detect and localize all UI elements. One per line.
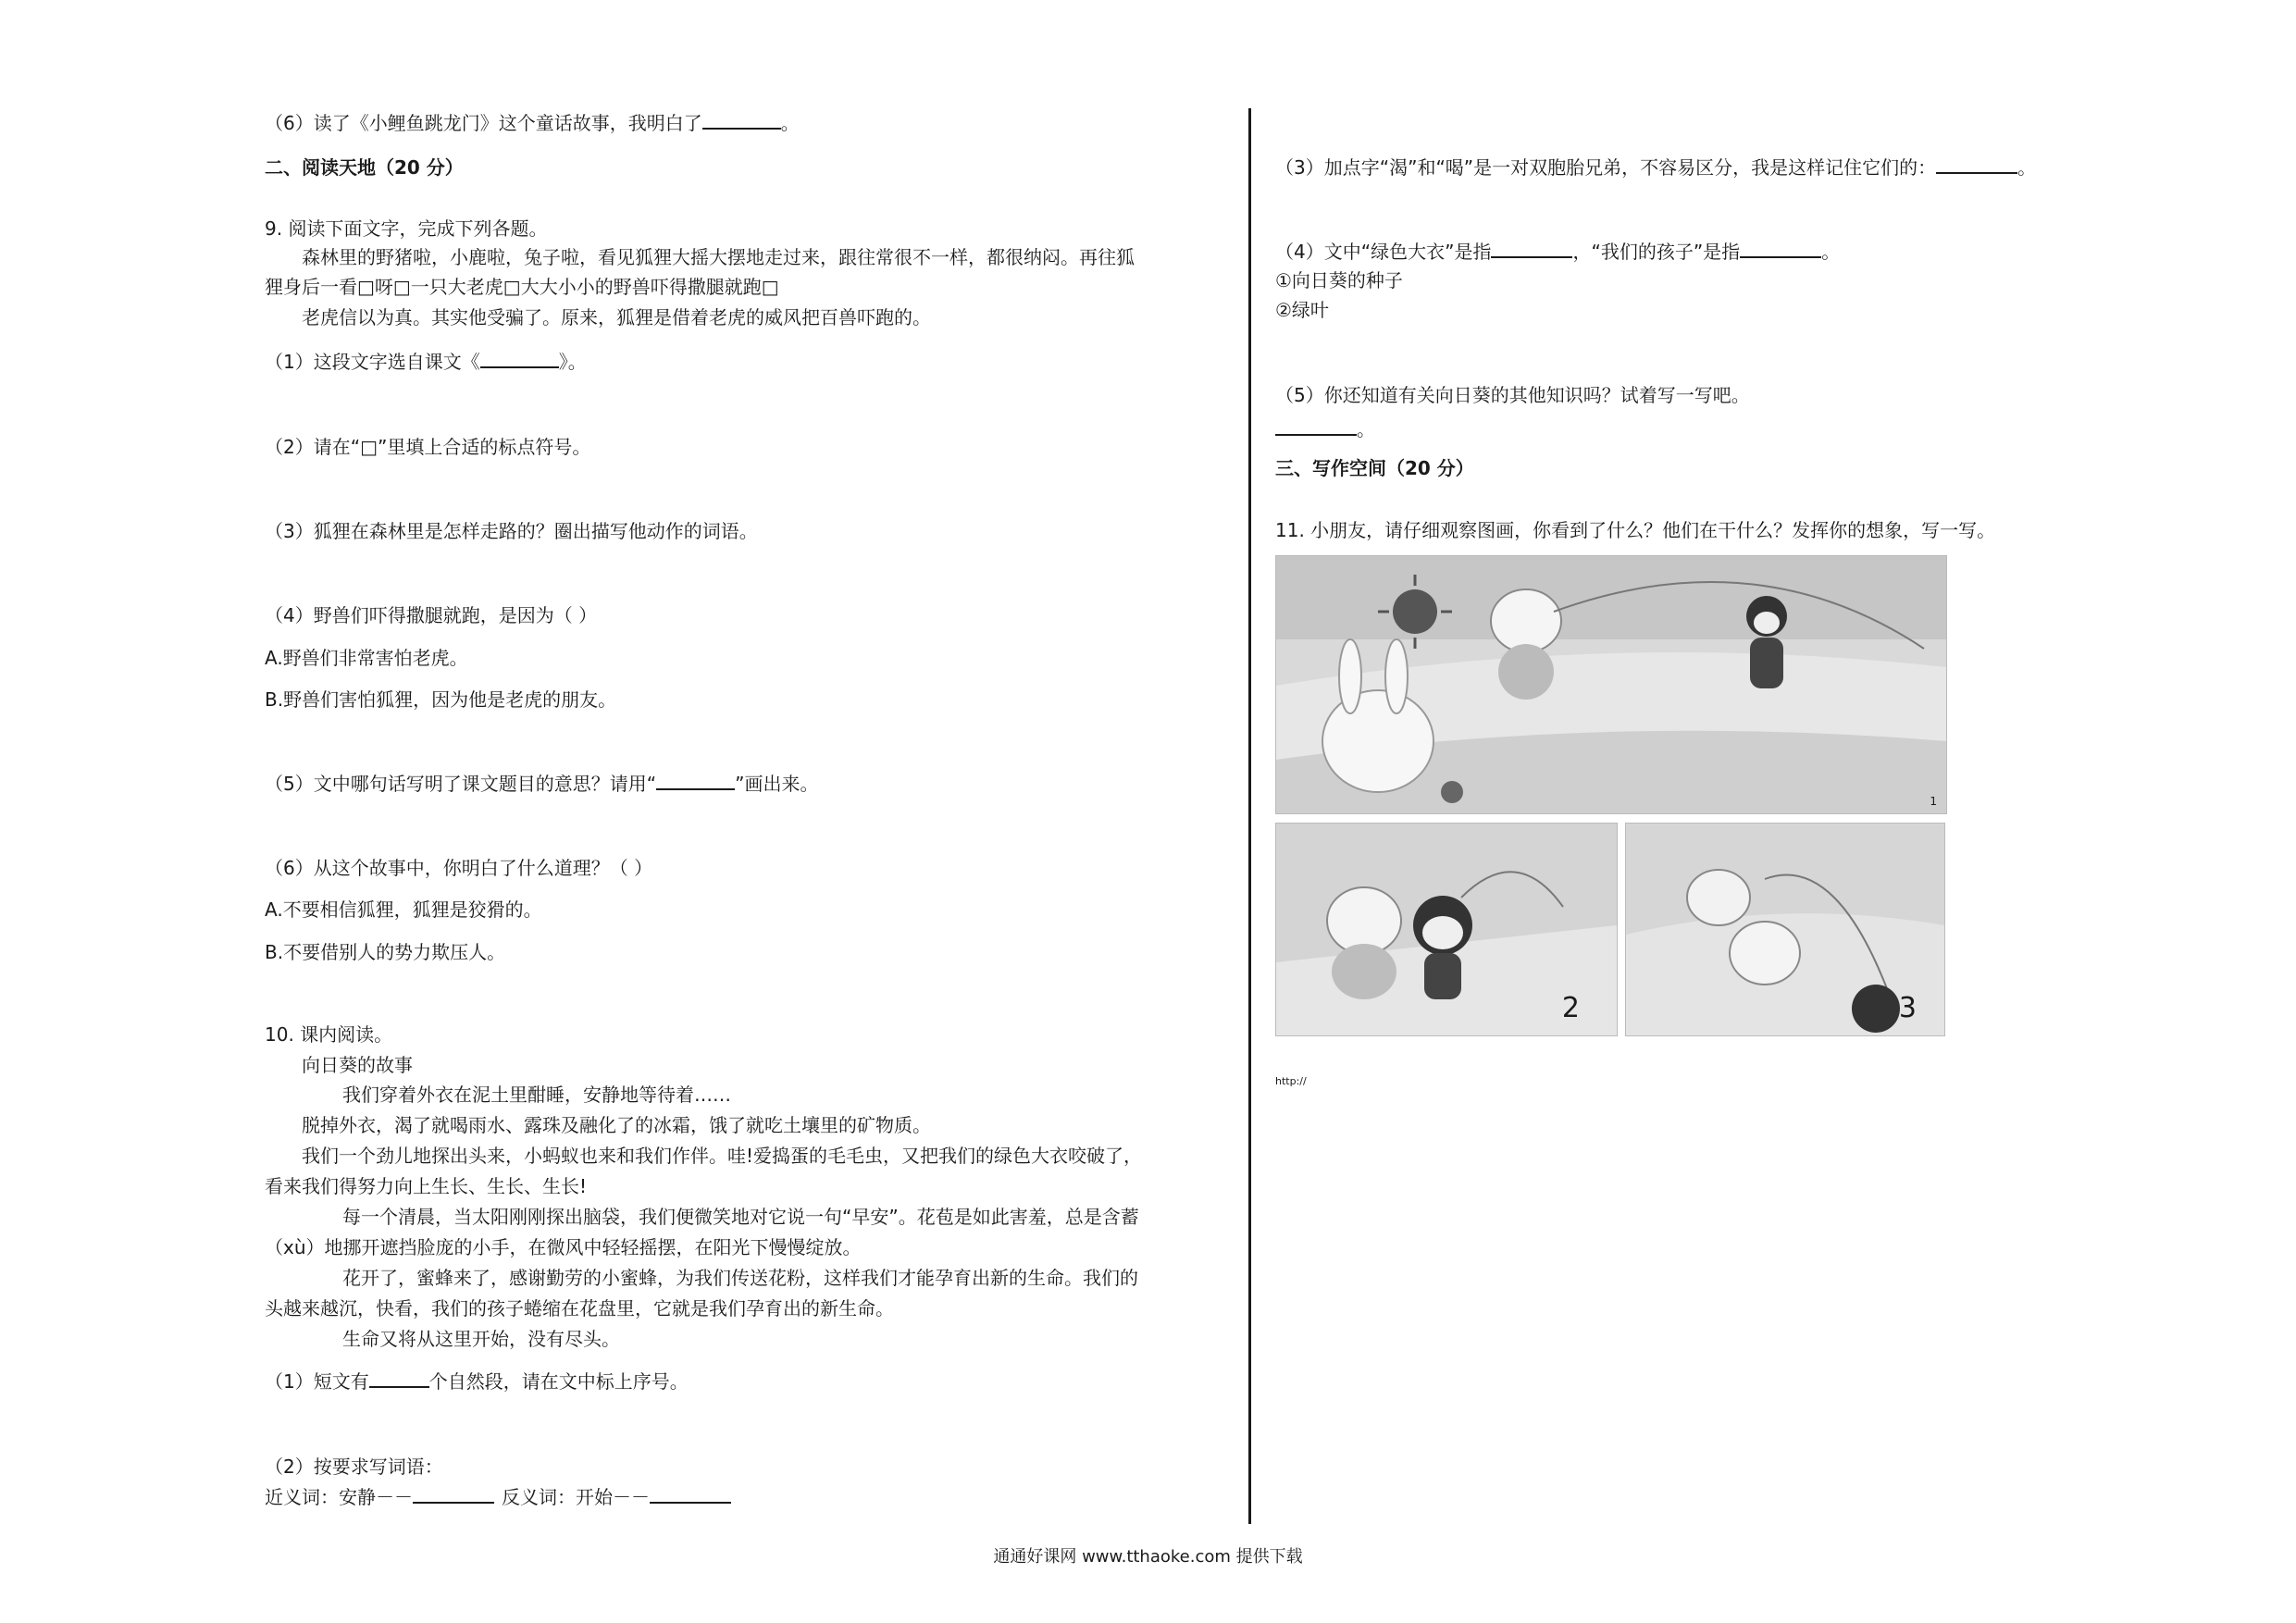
question-text: （4）文中“绿色大衣”是指: [1275, 241, 1492, 263]
question-text: （3）加点字“渴”和“喝”是一对双胞胎兄弟，不容易区分，我是这样记住它们的：: [1275, 156, 1937, 179]
question-text-end: 》。: [558, 351, 587, 373]
question-text-end: 。: [780, 112, 800, 134]
passage-line: 老虎信以为真。其实他受骗了。原来，狐狸是借着老虎的威风把百兽吓跑的。: [302, 306, 931, 328]
passage-line: 森林里的野猪啦，小鹿啦，兔子啦，看见狐狸大摇大摆地走过来，跟往常很不一样，都很纳闷。再往狐: [302, 246, 1135, 268]
passage-subtitle: 向日葵的故事: [302, 1054, 413, 1076]
question-text-end: 。: [1821, 241, 1841, 263]
answer-blank[interactable]: [1936, 155, 2017, 174]
answer-blank[interactable]: [1740, 240, 1821, 258]
answer-blank[interactable]: [1275, 417, 1357, 436]
question-9-2: （2）请在“□”里填上合适的标点符号。: [265, 436, 591, 458]
question-10-2-words: [265, 1485, 731, 1509]
answer-blank[interactable]: [702, 111, 781, 130]
panel-number: 3: [1898, 992, 1917, 1024]
question-9-1: [265, 350, 587, 374]
picture-panel-3: [1625, 823, 1945, 1036]
question-11: 11. 小朋友，请仔细观察图画，你看到了什么？他们在干什么？发挥你的想象，写一写。: [1275, 519, 1996, 541]
option-a: A.野兽们非常害怕老虎。: [265, 647, 468, 669]
passage-line: 每一个清晨，当太阳刚刚探出脑袋，我们便微笑地对它说一句“早安”。花苞是如此害羞，总是含蓄: [342, 1206, 1139, 1228]
question-9-4: （4）野兽们吓得撒腿就跑，是因为（ ）: [265, 604, 598, 626]
question-10-1: [265, 1369, 689, 1394]
question-text: （6）读了《小鲤鱼跳龙门》这个童话故事，我明白了: [265, 112, 702, 134]
antonym-blank[interactable]: [650, 1485, 731, 1504]
passage-line: （xù）地挪开遮挡脸庞的小手，在微风中轻轻摇摆，在阳光下慢慢绽放。: [265, 1236, 862, 1258]
option-b: B.野兽们害怕狐狸，因为他是老虎的朋友。: [265, 688, 617, 711]
question-10-2: （2）按要求写词语：: [265, 1456, 443, 1478]
panel-number: 2: [1561, 992, 1580, 1024]
question-6-prev: [265, 111, 800, 135]
answer-blank[interactable]: [369, 1369, 429, 1388]
passage-line: 生命又将从这里开始，没有尽头。: [342, 1328, 620, 1350]
answer-blank[interactable]: [480, 350, 559, 368]
question-10-3: [1275, 155, 2036, 180]
question-text: （5）文中哪句话写明了课文题目的意思？请用“: [265, 773, 657, 795]
passage-line: 我们一个劲儿地探出头来，小蚂蚁也来和我们作伴。哇!爱捣蛋的毛毛虫，又把我们的绿色大衣咬破了，: [302, 1145, 1143, 1167]
panel-number: 1: [1930, 795, 1937, 808]
image-url-text: http://: [1275, 1075, 1307, 1087]
passage-line: 头越来越沉，快看，我们的孩子蜷缩在花盘里，它就是我们孕育出的新生命。: [265, 1297, 894, 1319]
picture-panel-2: [1275, 823, 1618, 1036]
question-9-5: [265, 772, 818, 796]
question-9-3: （3）狐狸在森林里是怎样走路的？圈出描写他动作的词语。: [265, 520, 758, 542]
picture-panel-1: [1275, 555, 1947, 814]
page-footer: 通通好课网 www.tthaoke.com 提供下载: [993, 1547, 1303, 1567]
section-3-title: 三、写作空间（20 分）: [1275, 457, 1474, 479]
option-b: B.不要借别人的势力欺压人。: [265, 941, 506, 963]
passage-line: 脱掉外衣，渴了就喝雨水、露珠及融化了的冰霜，饿了就吃土壤里的矿物质。: [302, 1114, 931, 1136]
question-text: ，“我们的孩子”是指: [1572, 241, 1741, 263]
question-text: （1）这段文字选自课文《: [265, 351, 480, 373]
question-text: （1）短文有: [265, 1370, 369, 1393]
answer-blank[interactable]: [656, 772, 735, 790]
passage-line: 我们穿着外衣在泥土里酣睡，安静地等待着……: [342, 1084, 731, 1106]
question-text-end: 。: [1357, 418, 1375, 440]
question-10-title: 10. 课内阅读。: [265, 1023, 393, 1046]
question-text-end: ”画出来。: [735, 773, 819, 795]
answer-blank[interactable]: [1491, 240, 1572, 258]
antonym-label: 反义词：开始－－: [502, 1486, 650, 1508]
column-divider: [1248, 108, 1251, 1524]
passage-line: 花开了，蜜蜂来了，感谢勤劳的小蜜蜂，为我们传送花粉，这样我们才能孕育出新的生命。我们的: [342, 1267, 1138, 1289]
option-a: A.不要相信狐狸，狐狸是狡猾的。: [265, 898, 542, 921]
section-2-title: 二、阅读天地（20 分）: [265, 156, 464, 179]
question-text-end: 个自然段，请在文中标上序号。: [428, 1370, 689, 1393]
question-10-5: （5）你还知道有关向日葵的其他知识吗？试着写一写吧。: [1275, 384, 1750, 406]
question-text-end: 。: [2017, 156, 2037, 179]
option-2: ②绿叶: [1275, 299, 1329, 321]
synonym-blank[interactable]: [413, 1485, 494, 1504]
question-9-6: （6）从这个故事中，你明白了什么道理？（ ）: [265, 857, 653, 879]
question-9-title: 9. 阅读下面文字，完成下列各题。: [265, 217, 548, 240]
question-10-5-answer: [1275, 417, 1375, 441]
passage-line: 狸身后一看□呀□一只大老虎□大大小小的野兽吓得撒腿就跑□: [265, 276, 779, 298]
passage-line: 看来我们得努力向上生长、生长、生长!: [265, 1175, 588, 1197]
synonym-label: 近义词：安静－－: [265, 1486, 413, 1508]
question-10-4: [1275, 240, 1840, 264]
option-1: ①向日葵的种子: [1275, 269, 1403, 291]
